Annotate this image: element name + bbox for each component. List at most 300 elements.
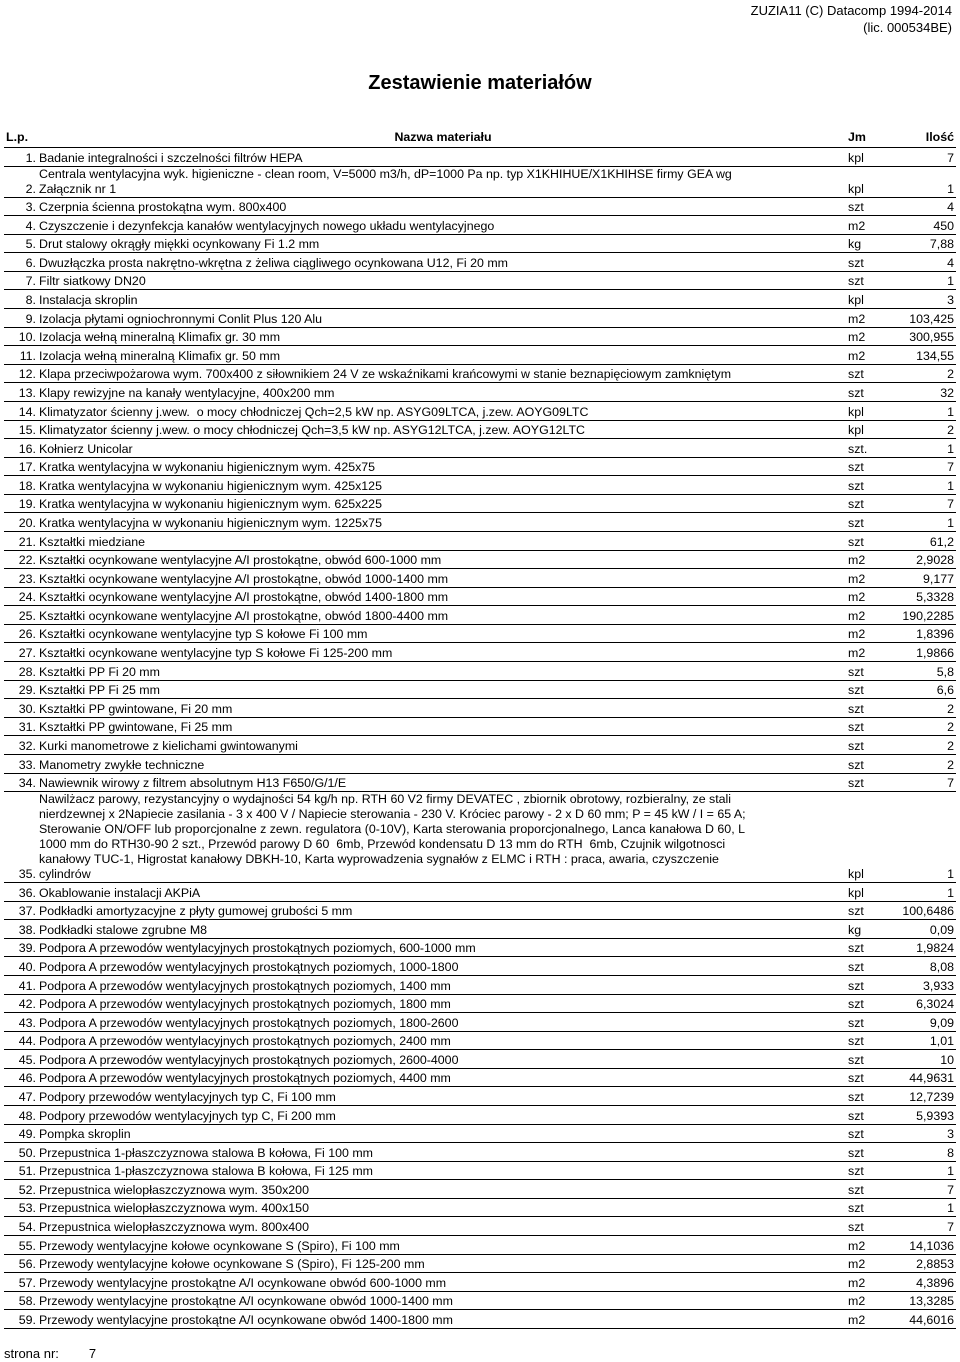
- table-row: [4, 513, 956, 532]
- row-number: 23.: [4, 569, 38, 588]
- unit: szt: [848, 957, 896, 976]
- page-label: strona nr:: [4, 1346, 59, 1361]
- table-row: [4, 975, 956, 994]
- row-number: 22.: [4, 550, 38, 569]
- row-number: 8.: [4, 290, 38, 309]
- row-number: 34.: [4, 773, 38, 792]
- unit: szt: [848, 773, 896, 792]
- row-number: 52.: [4, 1180, 38, 1199]
- row-number: 31.: [4, 717, 38, 736]
- unit: m2: [848, 1236, 896, 1255]
- material-name: Klimatyzator ścienny j.wew. o mocy chłodniczej Qch=2,5 kW np. ASYG09LTCA, j.zew. AOYG09LTC: [38, 401, 848, 420]
- material-name: Przewody wentylacyjne prostokątne A/I ocynkowane obwód 1000-1400 mm: [38, 1291, 848, 1310]
- unit: szt: [848, 1106, 896, 1125]
- unit: szt: [848, 1050, 896, 1069]
- quantity: 1: [896, 439, 956, 458]
- quantity: 2,8853: [896, 1254, 956, 1273]
- quantity: 12,7239: [896, 1087, 956, 1106]
- row-number: 16.: [4, 439, 38, 458]
- row-number: 10.: [4, 327, 38, 346]
- unit: kpl: [848, 420, 896, 439]
- table-row: [4, 420, 956, 439]
- quantity: 1: [896, 792, 956, 883]
- table-row: [4, 1273, 956, 1292]
- material-name: Przewody wentylacyjne kołowe ocynkowane S (Spiro), Fi 100 mm: [38, 1236, 848, 1255]
- material-name: Czerpnia ścienna prostokątna wym. 800x400: [38, 197, 848, 216]
- unit: kpl: [848, 166, 896, 197]
- row-number: 58.: [4, 1291, 38, 1310]
- material-name: Podpora A przewodów wentylacyjnych prostokątnych poziomych, 600-1000 mm: [38, 938, 848, 957]
- table-row: [4, 773, 956, 792]
- material-name: Przewody wentylacyjne prostokątne A/I ocynkowane obwód 1400-1800 mm: [38, 1310, 848, 1329]
- row-number: 29.: [4, 680, 38, 699]
- table-row: [4, 901, 956, 920]
- table-row: [4, 290, 956, 309]
- unit: m2: [848, 1291, 896, 1310]
- material-name: Przewody wentylacyjne prostokątne A/I ocynkowane obwód 600-1000 mm: [38, 1273, 848, 1292]
- material-name: Instalacja skroplin: [38, 290, 848, 309]
- material-name: Kształtki PP gwintowane, Fi 20 mm: [38, 699, 848, 718]
- quantity: 3: [896, 290, 956, 309]
- unit: szt: [848, 364, 896, 383]
- quantity: 8: [896, 1143, 956, 1162]
- quantity: 2,9028: [896, 550, 956, 569]
- row-number: 24.: [4, 587, 38, 606]
- row-number: 56.: [4, 1254, 38, 1273]
- quantity: 2: [896, 717, 956, 736]
- material-name: Kratka wentylacyjna w wykonaniu higienicznym wym. 425x75: [38, 457, 848, 476]
- row-number: 35.: [4, 792, 38, 883]
- unit: szt: [848, 938, 896, 957]
- table-row: [4, 1180, 956, 1199]
- quantity: 1,01: [896, 1031, 956, 1050]
- quantity: 14,1036: [896, 1236, 956, 1255]
- unit: szt: [848, 1124, 896, 1143]
- quantity: 1: [896, 1198, 956, 1217]
- row-number: 48.: [4, 1106, 38, 1125]
- unit: m2: [848, 327, 896, 346]
- quantity: 1,8396: [896, 624, 956, 643]
- program-header: [751, 2, 952, 36]
- unit: szt: [848, 513, 896, 532]
- table-row: [4, 309, 956, 328]
- material-name: Klimatyzator ścienny j.wew. o mocy chłodniczej Qch=3,5 kW np. ASYG12LTCA, j.zew. AOYG12LTC: [38, 420, 848, 439]
- unit: szt: [848, 754, 896, 773]
- quantity: 3: [896, 1124, 956, 1143]
- table-row: [4, 587, 956, 606]
- row-number: 30.: [4, 699, 38, 718]
- row-number: 18.: [4, 476, 38, 495]
- row-number: 38.: [4, 920, 38, 939]
- unit: szt: [848, 1068, 896, 1087]
- unit: szt: [848, 994, 896, 1013]
- quantity: 8,08: [896, 957, 956, 976]
- quantity: 2: [896, 754, 956, 773]
- unit: szt: [848, 1087, 896, 1106]
- table-row: [4, 1161, 956, 1180]
- quantity: 1: [896, 883, 956, 902]
- quantity: 4: [896, 253, 956, 272]
- table-row: [4, 606, 956, 625]
- quantity: 1,9824: [896, 938, 956, 957]
- material-name: Pompka skroplin: [38, 1124, 848, 1143]
- row-number: 59.: [4, 1310, 38, 1329]
- row-number: 55.: [4, 1236, 38, 1255]
- quantity: 9,09: [896, 1013, 956, 1032]
- table-row: [4, 216, 956, 235]
- table-row: [4, 957, 956, 976]
- unit: m2: [848, 1310, 896, 1329]
- material-name: Przepustnica wielopłaszczyznowa wym. 400x150: [38, 1198, 848, 1217]
- quantity: 61,2: [896, 531, 956, 550]
- unit: m2: [848, 1273, 896, 1292]
- unit: szt: [848, 1031, 896, 1050]
- table-row: [4, 662, 956, 681]
- quantity: 9,177: [896, 569, 956, 588]
- quantity: 10: [896, 1050, 956, 1069]
- row-number: 32.: [4, 736, 38, 755]
- quantity: 134,55: [896, 346, 956, 365]
- material-name: Kształtki PP Fi 20 mm: [38, 662, 848, 681]
- material-name: Przewody wentylacyjne kołowe ocynkowane S (Spiro), Fi 125-200 mm: [38, 1254, 848, 1273]
- table-header-row: [4, 128, 956, 148]
- material-name: Kształtki ocynkowane wentylacyjne typ S kołowe Fi 125-200 mm: [38, 643, 848, 662]
- material-name: Podpora A przewodów wentylacyjnych prostokątnych poziomych, 1400 mm: [38, 975, 848, 994]
- table-row: [4, 883, 956, 902]
- unit: m2: [848, 550, 896, 569]
- row-number: 49.: [4, 1124, 38, 1143]
- program-name: ZUZIA11 (C) Datacomp 1994-2014: [750, 3, 952, 18]
- row-number: 3.: [4, 197, 38, 216]
- unit: szt: [848, 975, 896, 994]
- material-name: Przepustnica wielopłaszczyznowa wym. 800x400: [38, 1217, 848, 1236]
- unit: m2: [848, 624, 896, 643]
- table-row: [4, 327, 956, 346]
- material-name: Kształtki ocynkowane wentylacyjne A/I prostokątne, obwód 1800-4400 mm: [38, 606, 848, 625]
- table-row: [4, 754, 956, 773]
- unit: kpl: [848, 401, 896, 420]
- table-row: [4, 1106, 956, 1125]
- table-row: [4, 1124, 956, 1143]
- material-name: Podpora A przewodów wentylacyjnych prostokątnych poziomych, 1000-1800: [38, 957, 848, 976]
- quantity: 6,6: [896, 680, 956, 699]
- unit: m2: [848, 309, 896, 328]
- quantity: 5,8: [896, 662, 956, 681]
- quantity: 5,3328: [896, 587, 956, 606]
- table-row: [4, 346, 956, 365]
- unit: szt: [848, 901, 896, 920]
- unit: kpl: [848, 792, 896, 883]
- unit: kg: [848, 234, 896, 253]
- material-name: Nawiewnik wirowy z filtrem absolutnym H13 F650/G/1/E: [38, 773, 848, 792]
- material-name: Nawilżacz parowy, rezystancyjny o wydajności 54 kg/h np. RTH 60 V2 firmy DEVATEC , zbiornik obrotowy, rozbieralny, ze stali nierdzewnej x 2Napiecie zasilania - 3 x 400 V / Napiecie sterowania - 230 V. Króciec parowy - 2 x D 60 mm; P = 45 kW / I = 65 A; Sterowanie ON/OFF lub proporcjonalne z zewn. regulatora (0-10V), Karta sterowania proporcjonalnego, Lanca kanałowa D 60, L 1000 mm do RTH30-90 2 szt., Przewód parowy D 60 6mb, Przewód kondensatu D 13 mm do RTH 6mb, Czujnik wilgotnosci kanałowy TUC-1, Higrostat kanałowy DBKH-10, Karta wyprowadzenia sygnałów z ELMC i RTH : praca, awaria, czyszczenie cylindrów: [38, 792, 848, 883]
- material-name: Okablowanie instalacji AKPiA: [38, 883, 848, 902]
- table-row: [4, 1087, 956, 1106]
- unit: szt: [848, 680, 896, 699]
- row-number: 42.: [4, 994, 38, 1013]
- unit: szt: [848, 1198, 896, 1217]
- material-name: Izolacja wełną mineralną Klimafix gr. 30 mm: [38, 327, 848, 346]
- column-header-qty: Ilość: [925, 130, 954, 144]
- row-number: 40.: [4, 957, 38, 976]
- unit: szt: [848, 271, 896, 290]
- material-name: Podkładki stalowe zgrubne M8: [38, 920, 848, 939]
- quantity: 1: [896, 1161, 956, 1180]
- row-number: 57.: [4, 1273, 38, 1292]
- row-number: 28.: [4, 662, 38, 681]
- row-number: 53.: [4, 1198, 38, 1217]
- column-header-lp: L.p.: [6, 130, 29, 144]
- material-name: Kratka wentylacyjna w wykonaniu higienicznym wym. 425x125: [38, 476, 848, 495]
- page-title: Zestawienie materiałów: [368, 72, 592, 94]
- quantity: 7: [896, 148, 956, 167]
- table-row: [4, 1217, 956, 1236]
- row-number: 13.: [4, 383, 38, 402]
- table-row: [4, 920, 956, 939]
- material-name: Manometry zwykłe techniczne: [38, 754, 848, 773]
- quantity: 103,425: [896, 309, 956, 328]
- table-row: [4, 569, 956, 588]
- row-number: 47.: [4, 1087, 38, 1106]
- row-number: 15.: [4, 420, 38, 439]
- unit: szt: [848, 1180, 896, 1199]
- table-row: [4, 197, 956, 216]
- quantity: 1: [896, 271, 956, 290]
- material-name: Kształtki ocynkowane wentylacyjne A/I prostokątne, obwód 1000-1400 mm: [38, 569, 848, 588]
- unit: m2: [848, 569, 896, 588]
- material-name: Kształtki miedziane: [38, 531, 848, 550]
- page-number: 7: [88, 1346, 97, 1361]
- quantity: 3,933: [896, 975, 956, 994]
- row-number: 5.: [4, 234, 38, 253]
- row-number: 27.: [4, 643, 38, 662]
- table-row: [4, 994, 956, 1013]
- table-row: [4, 1013, 956, 1032]
- row-number: 6.: [4, 253, 38, 272]
- material-name: Kratka wentylacyjna w wykonaniu higienicznym wym. 625x225: [38, 494, 848, 513]
- quantity: 7,88: [896, 234, 956, 253]
- table-row: [4, 234, 956, 253]
- material-name: Kołnierz Unicolar: [38, 439, 848, 458]
- material-name: Dwuzłączka prosta nakrętno-wkrętna z żeliwa ciągliwego ocynkowana U12, Fi 20 mm: [38, 253, 848, 272]
- materials-table: [4, 128, 956, 1329]
- material-name: Kształtki PP gwintowane, Fi 25 mm: [38, 717, 848, 736]
- quantity: 2: [896, 736, 956, 755]
- row-number: 2.: [4, 166, 38, 197]
- unit: szt: [848, 383, 896, 402]
- table-row: [4, 1143, 956, 1162]
- table-row: [4, 364, 956, 383]
- row-number: 14.: [4, 401, 38, 420]
- table-row: [4, 383, 956, 402]
- quantity: 6,3024: [896, 994, 956, 1013]
- material-name: Podpora A przewodów wentylacyjnych prostokątnych poziomych, 2400 mm: [38, 1031, 848, 1050]
- material-name: Badanie integralności i szczelności filtrów HEPA: [38, 148, 848, 167]
- quantity: 450: [896, 216, 956, 235]
- unit: szt: [848, 736, 896, 755]
- quantity: 7: [896, 1180, 956, 1199]
- quantity: 100,6486: [896, 901, 956, 920]
- material-name: Podpora A przewodów wentylacyjnych prostokątnych poziomych, 2600-4000: [38, 1050, 848, 1069]
- row-number: 25.: [4, 606, 38, 625]
- row-number: 19.: [4, 494, 38, 513]
- page-footer: [4, 1346, 96, 1361]
- unit: m2: [848, 216, 896, 235]
- row-number: 45.: [4, 1050, 38, 1069]
- unit: szt: [848, 717, 896, 736]
- unit: m2: [848, 346, 896, 365]
- material-name: Drut stalowy okrągły miękki ocynkowany Fi 1.2 mm: [38, 234, 848, 253]
- quantity: 44,6016: [896, 1310, 956, 1329]
- row-number: 7.: [4, 271, 38, 290]
- row-number: 37.: [4, 901, 38, 920]
- unit: m2: [848, 1254, 896, 1273]
- quantity: 13,3285: [896, 1291, 956, 1310]
- material-name: Kształtki ocynkowane wentylacyjne A/I prostokątne, obwód 1400-1800 mm: [38, 587, 848, 606]
- quantity: 2: [896, 699, 956, 718]
- material-name: Podpora A przewodów wentylacyjnych prostokątnych poziomych, 1800 mm: [38, 994, 848, 1013]
- table-row: [4, 680, 956, 699]
- table-row: [4, 1068, 956, 1087]
- row-number: 20.: [4, 513, 38, 532]
- table-row: [4, 624, 956, 643]
- unit: szt: [848, 197, 896, 216]
- material-name: Kratka wentylacyjna w wykonaniu higienicznym wym. 1225x75: [38, 513, 848, 532]
- quantity: 1: [896, 401, 956, 420]
- table-row: [4, 699, 956, 718]
- quantity: 300,955: [896, 327, 956, 346]
- quantity: 7: [896, 494, 956, 513]
- unit: szt: [848, 662, 896, 681]
- quantity: 7: [896, 1217, 956, 1236]
- table-body: [4, 148, 956, 1329]
- unit: szt: [848, 253, 896, 272]
- license-number: (lic. 000534BE): [863, 20, 952, 35]
- material-name: Podkładki amortyzacyjne z płyty gumowej grubości 5 mm: [38, 901, 848, 920]
- table-row: [4, 253, 956, 272]
- quantity: 32: [896, 383, 956, 402]
- table-row: [4, 457, 956, 476]
- unit: kpl: [848, 883, 896, 902]
- material-name: Klapa przeciwpożarowa wym. 700x400 z siłownikiem 24 V ze wskaźnikami krańcowymi w stanie beznapięciowym zamkniętym: [38, 364, 848, 383]
- row-number: 44.: [4, 1031, 38, 1050]
- table-row: [4, 476, 956, 495]
- row-number: 1.: [4, 148, 38, 167]
- unit: szt: [848, 531, 896, 550]
- quantity: 7: [896, 773, 956, 792]
- column-header-name: Nazwa materiału: [394, 130, 492, 144]
- unit: m2: [848, 643, 896, 662]
- unit: szt: [848, 1217, 896, 1236]
- unit: szt.: [848, 439, 896, 458]
- table-row: [4, 1310, 956, 1329]
- column-header-unit: Jm: [848, 130, 866, 144]
- table-row: [4, 1198, 956, 1217]
- row-number: 51.: [4, 1161, 38, 1180]
- quantity: 1: [896, 476, 956, 495]
- unit: szt: [848, 494, 896, 513]
- unit: kg: [848, 920, 896, 939]
- unit: szt: [848, 457, 896, 476]
- unit: kpl: [848, 148, 896, 167]
- table-row: [4, 1291, 956, 1310]
- table-row: [4, 148, 956, 167]
- table-row: [4, 1236, 956, 1255]
- row-number: 46.: [4, 1068, 38, 1087]
- unit: szt: [848, 1013, 896, 1032]
- unit: m2: [848, 606, 896, 625]
- table-row: [4, 550, 956, 569]
- material-name: Filtr siatkowy DN20: [38, 271, 848, 290]
- material-name: Podpora A przewodów wentylacyjnych prostokątnych poziomych, 4400 mm: [38, 1068, 848, 1087]
- material-name: Podpory przewodów wentylacyjnych typ C, Fi 100 mm: [38, 1087, 848, 1106]
- table-row: [4, 938, 956, 957]
- material-name: Czyszczenie i dezynfekcja kanałów wentylacyjnych nowego układu wentylacyjnego: [38, 216, 848, 235]
- material-name: Przepustnica wielopłaszczyznowa wym. 350x200: [38, 1180, 848, 1199]
- row-number: 17.: [4, 457, 38, 476]
- row-number: 33.: [4, 754, 38, 773]
- material-name: Kurki manometrowe z kielichami gwintowanymi: [38, 736, 848, 755]
- quantity: 7: [896, 457, 956, 476]
- quantity: 190,2285: [896, 606, 956, 625]
- row-number: 36.: [4, 883, 38, 902]
- material-name: Centrala wentylacyjna wyk. higieniczne - clean room, V=5000 m3/h, dP=1000 Pa np. typ X1KHIHUE/X1KHIHSE firmy GEA wg Załącznik nr 1: [38, 166, 848, 197]
- material-name: Kształtki ocynkowane wentylacyjne A/I prostokątne, obwód 600-1000 mm: [38, 550, 848, 569]
- table-row: [4, 792, 956, 883]
- table-row: [4, 531, 956, 550]
- quantity: 1: [896, 513, 956, 532]
- table-row: [4, 643, 956, 662]
- quantity: 1,9866: [896, 643, 956, 662]
- row-number: 26.: [4, 624, 38, 643]
- unit: szt: [848, 699, 896, 718]
- material-name: Przepustnica 1-płaszczyznowa stalowa B kołowa, Fi 100 mm: [38, 1143, 848, 1162]
- row-number: 41.: [4, 975, 38, 994]
- row-number: 9.: [4, 309, 38, 328]
- material-name: Podpory przewodów wentylacyjnych typ C, Fi 200 mm: [38, 1106, 848, 1125]
- material-name: Przepustnica 1-płaszczyznowa stalowa B kołowa, Fi 125 mm: [38, 1161, 848, 1180]
- unit: szt: [848, 476, 896, 495]
- row-number: 50.: [4, 1143, 38, 1162]
- row-number: 54.: [4, 1217, 38, 1236]
- quantity: 0,09: [896, 920, 956, 939]
- row-number: 39.: [4, 938, 38, 957]
- material-name: Kształtki PP Fi 25 mm: [38, 680, 848, 699]
- table-row: [4, 271, 956, 290]
- table-row: [4, 736, 956, 755]
- unit: m2: [848, 587, 896, 606]
- table-row: [4, 439, 956, 458]
- quantity: 4: [896, 197, 956, 216]
- table-row: [4, 401, 956, 420]
- row-number: 4.: [4, 216, 38, 235]
- unit: szt: [848, 1143, 896, 1162]
- quantity: 5,9393: [896, 1106, 956, 1125]
- row-number: 43.: [4, 1013, 38, 1032]
- table-row: [4, 1254, 956, 1273]
- unit: kpl: [848, 290, 896, 309]
- row-number: 12.: [4, 364, 38, 383]
- material-name: Izolacja płytami ogniochronnymi Conlit Plus 120 Alu: [38, 309, 848, 328]
- table-row: [4, 1031, 956, 1050]
- quantity: 4,3896: [896, 1273, 956, 1292]
- row-number: 21.: [4, 531, 38, 550]
- material-name: Klapy rewizyjne na kanały wentylacyjne, 400x200 mm: [38, 383, 848, 402]
- quantity: 2: [896, 420, 956, 439]
- table-row: [4, 1050, 956, 1069]
- table-row: [4, 166, 956, 197]
- quantity: 44,9631: [896, 1068, 956, 1087]
